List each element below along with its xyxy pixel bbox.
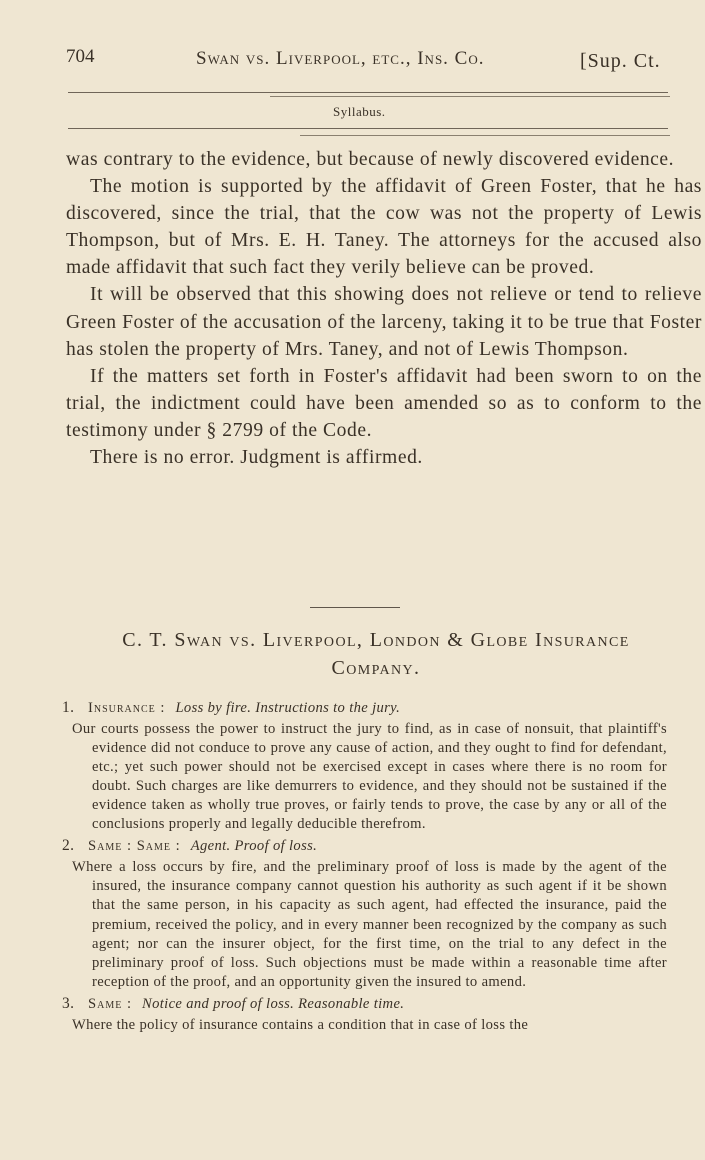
headnote-keywords: Same : Same : [88,838,181,855]
running-title: Swan vs. Liverpool, etc., Ins. Co. [196,48,485,69]
opinion-paragraph: It will be observed that this showing does not relieve or tend to relieve Green Foster of the accusation of the larceny, taking it to be true that Foster has stolen the property of Mrs. Taney, and not of Lewis Thompson. [66,284,702,360]
opinion-text [66,146,702,471]
headnote [62,994,667,1035]
headnote-number: 1. [62,699,75,716]
headnote-text: Our courts possess the power to instruct the jury to find, as in case of nonsuit, that plaintiff's evidence did not conduce to prove any cause of action, and they ought to find for defendant, etc.; yet such power should not be exercised except in cases where there is no room for doubt. Such charges are like demurrers to evidence, and they should not be sustained if the evidence taken as wholly true proves, or fairly tends to prove, the case by any or all of the conclusions properly and legally deducible therefrom. [72,721,667,833]
header-rule-top-2 [270,96,670,97]
case-title [56,626,696,682]
header-rule-top [68,92,668,93]
court-abbreviation: [Sup. Ct. [580,50,661,72]
headnote-heading [62,836,667,856]
opinion-paragraph: The motion is supported by the affidavit of Green Foster, that he has discovered, since the trial, that the cow was not the property of Lewis Thompson, but of Mrs. E. H. Taney. The attorneys for the accused also made affidavit that such fact they verily believe can be proved. [66,176,702,279]
headnote [62,698,667,834]
headnote-heading [62,994,667,1014]
section-divider [310,607,400,608]
header-rule-bottom-2 [300,135,670,136]
case-title-line-2: Company. [331,657,421,679]
syllabus-label: Syllabus. [333,104,386,119]
headnote-number: 3. [62,994,75,1012]
syllabus-headnotes [62,698,667,1037]
headnote-topic: Loss by fire. Instructions to the jury. [175,700,401,716]
opinion-paragraph: If the matters set forth in Foster's affidavit had been sworn to on the trial, the indictment could have been amended so as to conform to the testimony under § 2799 of the Code. [66,365,702,441]
headnote-topic: Notice and proof of loss. Reasonable time. [142,995,405,1012]
running-header [66,44,681,84]
headnote-number: 2. [62,837,75,855]
headnote [62,836,667,991]
page-number: 704 [66,46,95,67]
headnote-text: Where the policy of insurance contains a condition that in case of loss the [72,1016,529,1033]
headnote-heading [62,698,667,718]
opinion-paragraph: There is no error. Judgment is affirmed. [90,447,423,469]
headnote-keywords: Insurance : [88,700,166,716]
header-rule-bottom [68,128,668,129]
opinion-paragraph: was contrary to the evidence, but because of newly discovered evidence. [66,149,675,170]
headnote-keywords: Same : [88,995,133,1012]
headnote-topic: Agent. Proof of loss. [190,838,318,855]
case-title-line-1: C. T. Swan vs. Liverpool, London & Globe Insurance [122,629,630,651]
headnote-text: Where a loss occurs by fire, and the preliminary proof of loss is made by the agent of the insured, the insurance company cannot question his authority as such agent if it be shown that the same person, in his capacity as such agent, had effected the insurance, paid the premium, received the policy, and in every manner been recognized by the company as such agent; nor can the insurer object, for the first time, on the trial to any defect in the preliminary proof of loss. Such objections must be made within a reasonable time after reception of the proof, and an opportunity given the insured to amend. [72,859,667,990]
